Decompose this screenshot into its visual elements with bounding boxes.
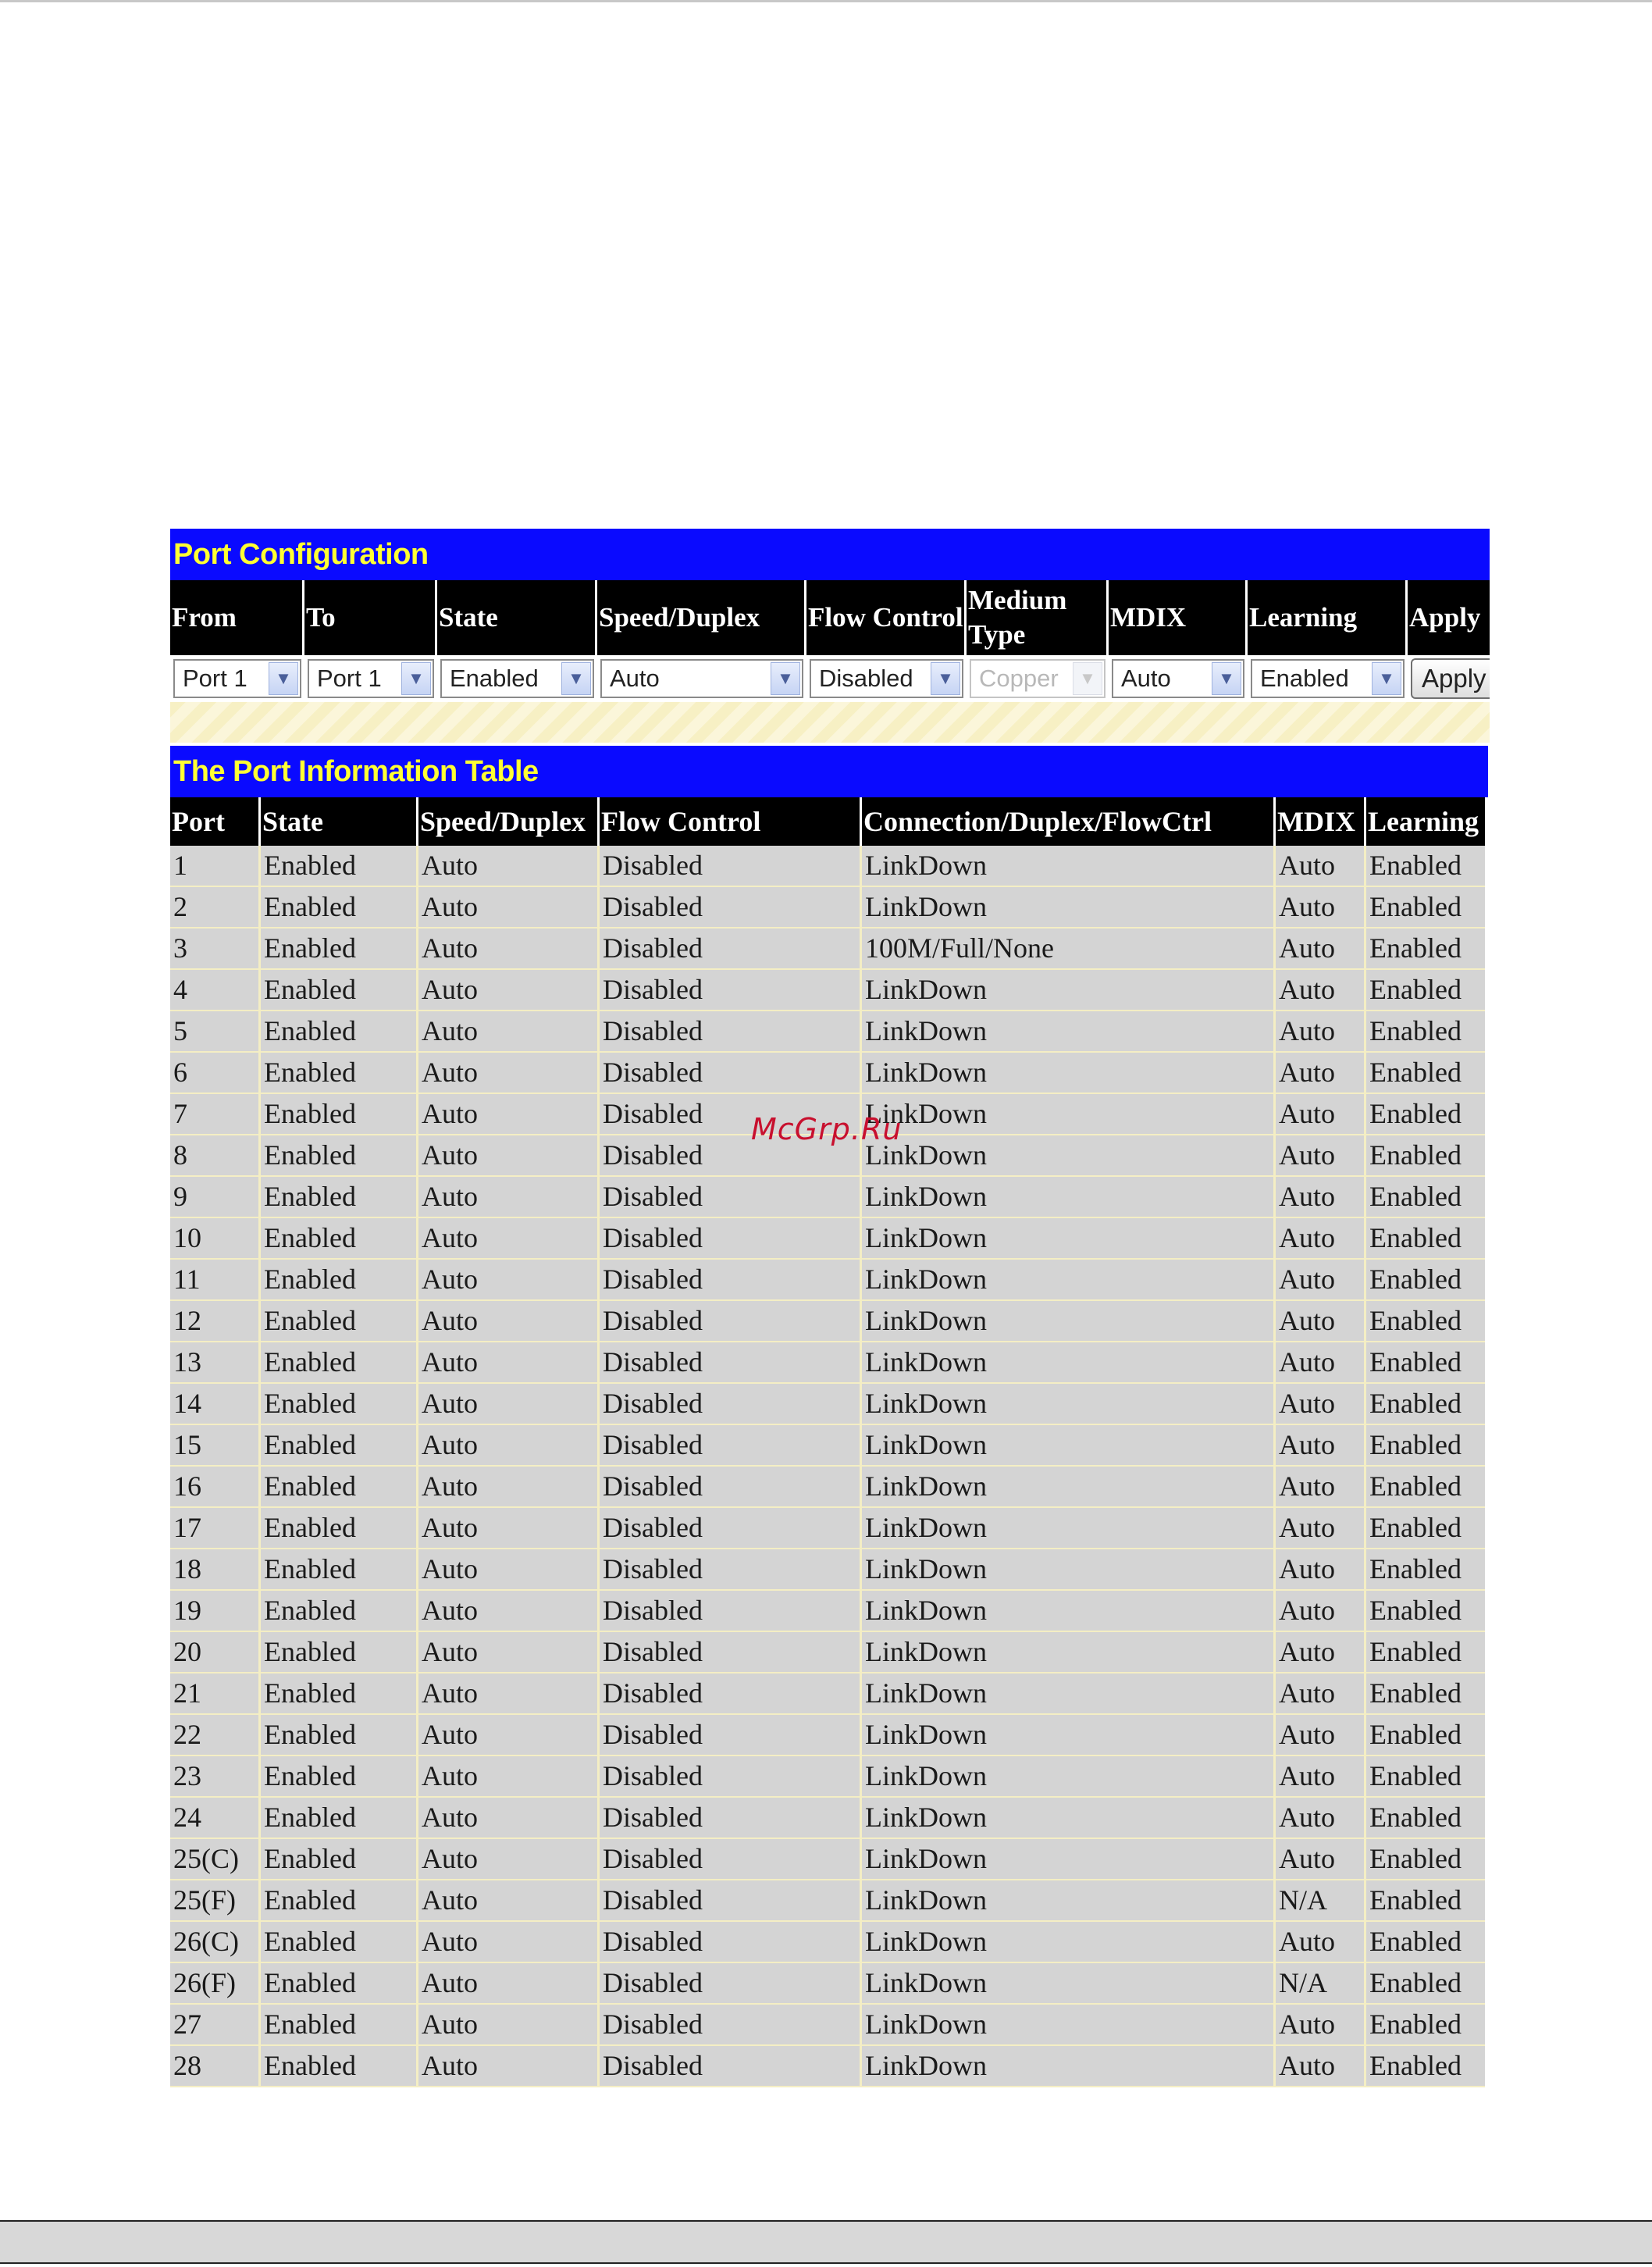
cell-speed-duplex: Auto	[418, 887, 600, 927]
cell-speed-duplex: Auto	[418, 1218, 600, 1258]
cell-port: 5	[170, 1011, 261, 1051]
port-configuration-controls	[170, 655, 1490, 702]
table-row	[170, 1880, 1485, 1922]
cell-state: Enabled	[261, 1177, 418, 1217]
header-state: State	[261, 797, 418, 846]
cell-connection: LinkDown	[862, 1342, 1276, 1382]
table-row	[170, 2005, 1485, 2046]
cell-mdix: N/A	[1276, 1963, 1366, 2003]
cell-port: 9	[170, 1177, 261, 1217]
cell-port: 26(F)	[170, 1963, 261, 2003]
cell-speed-duplex: Auto	[418, 1467, 600, 1506]
port-information-title: The Port Information Table	[170, 746, 1488, 797]
cell-state: Enabled	[261, 1218, 418, 1258]
cell-connection: LinkDown	[862, 1508, 1276, 1548]
cell-state: Enabled	[261, 1591, 418, 1631]
cell-speed-duplex: Auto	[418, 1384, 600, 1424]
cell-learning: Enabled	[1369, 1346, 1462, 1378]
cell-mdix: Auto	[1276, 929, 1366, 968]
cell-connection: LinkDown	[862, 1922, 1276, 1962]
to-port-select[interactable]	[308, 659, 434, 698]
cell-flow-control: Disabled	[600, 1053, 862, 1093]
cell-mdix: Auto	[1276, 2046, 1366, 2086]
state-value: Enabled	[450, 665, 539, 692]
cell-flow-control: Disabled	[600, 1963, 862, 2003]
cell-state: Enabled	[261, 1715, 418, 1755]
cell-port: 8	[170, 1135, 261, 1175]
learning-select[interactable]	[1251, 659, 1405, 698]
cell-speed-duplex: Auto	[418, 970, 600, 1010]
cell-speed-duplex: Auto	[418, 1260, 600, 1299]
port-configuration-panel	[170, 529, 1490, 743]
cell-learning: Enabled	[1369, 891, 1462, 922]
cell-speed-duplex: Auto	[418, 1922, 600, 1962]
flow-control-value: Disabled	[819, 665, 913, 692]
cell-mdix: Auto	[1276, 1094, 1366, 1134]
cell-state: Enabled	[261, 1094, 418, 1134]
cell-port: 6	[170, 1053, 261, 1093]
cell-flow-control: Disabled	[600, 1632, 862, 1672]
table-row	[170, 1839, 1485, 1880]
table-row	[170, 2046, 1485, 2087]
cell-port: 18	[170, 1549, 261, 1589]
table-row	[170, 1756, 1485, 1798]
cell-flow-control: Disabled	[600, 1798, 862, 1837]
cell-connection: LinkDown	[862, 970, 1276, 1010]
cell-speed-duplex: Auto	[418, 1508, 600, 1548]
cell-speed-duplex: Auto	[418, 2005, 600, 2044]
mdix-value: Auto	[1121, 665, 1171, 692]
cell-speed-duplex: Auto	[418, 1425, 600, 1465]
cell-mdix: N/A	[1276, 1880, 1366, 1920]
cell-connection: LinkDown	[862, 1384, 1276, 1424]
cell-learning: Enabled	[1369, 1264, 1462, 1295]
decorative-band	[170, 702, 1490, 743]
cell-mdix: Auto	[1276, 1425, 1366, 1465]
cell-state: Enabled	[261, 1425, 418, 1465]
cell-connection: LinkDown	[862, 1756, 1276, 1796]
cell-speed-duplex: Auto	[418, 929, 600, 968]
table-row	[170, 1591, 1485, 1632]
cell-port: 7	[170, 1094, 261, 1134]
cell-learning: Enabled	[1369, 1802, 1462, 1833]
cell-learning: Enabled	[1369, 1181, 1462, 1212]
table-row	[170, 1508, 1485, 1549]
cell-state: Enabled	[261, 1053, 418, 1093]
cell-flow-control: Disabled	[600, 1922, 862, 1962]
cell-flow-control: Disabled	[600, 1011, 862, 1051]
cell-speed-duplex: Auto	[418, 1674, 600, 1713]
cell-learning: Enabled	[1369, 1015, 1462, 1046]
cell-flow-control: Disabled	[600, 929, 862, 968]
cell-state: Enabled	[261, 1384, 418, 1424]
cell-mdix: Auto	[1276, 1135, 1366, 1175]
header-connection: Connection/Duplex/FlowCtrl	[862, 797, 1276, 846]
cell-connection: LinkDown	[862, 1011, 1276, 1051]
cell-port: 23	[170, 1756, 261, 1796]
header-speed-duplex: Speed/Duplex	[418, 797, 600, 846]
cell-flow-control: Disabled	[600, 1384, 862, 1424]
header-state: State	[437, 580, 597, 655]
cell-connection: LinkDown	[862, 1218, 1276, 1258]
cell-port: 25(F)	[170, 1880, 261, 1920]
cell-flow-control: Disabled	[600, 1218, 862, 1258]
cell-flow-control: Disabled	[600, 1260, 862, 1299]
cell-port: 16	[170, 1467, 261, 1506]
table-row	[170, 1798, 1485, 1839]
cell-port: 22	[170, 1715, 261, 1755]
table-row	[170, 1549, 1485, 1591]
cell-mdix: Auto	[1276, 1301, 1366, 1341]
port-information-rows	[170, 846, 1490, 2087]
cell-mdix: Auto	[1276, 1177, 1366, 1217]
cell-learning: Enabled	[1369, 1719, 1462, 1750]
medium-type-value: Copper	[979, 665, 1059, 692]
cell-port: 15	[170, 1425, 261, 1465]
cell-learning: Enabled	[1369, 932, 1462, 964]
cell-learning: Enabled	[1369, 1595, 1462, 1626]
cell-connection: LinkDown	[862, 1880, 1276, 1920]
speed-duplex-select[interactable]	[600, 659, 803, 698]
cell-speed-duplex: Auto	[418, 1880, 600, 1920]
cell-state: Enabled	[261, 2005, 418, 2044]
header-from: From	[170, 580, 304, 655]
header-mdix: MDIX	[1109, 580, 1248, 655]
cell-port: 25(C)	[170, 1839, 261, 1879]
flow-control-select[interactable]	[810, 659, 963, 698]
cell-connection: LinkDown	[862, 1301, 1276, 1341]
cell-mdix: Auto	[1276, 846, 1366, 886]
cell-state: Enabled	[261, 1798, 418, 1837]
cell-learning: Enabled	[1369, 1512, 1462, 1543]
cell-learning: Enabled	[1369, 1967, 1462, 1998]
header-flow-control: Flow Control	[806, 580, 967, 655]
cell-flow-control: Disabled	[600, 1177, 862, 1217]
cell-port: 12	[170, 1301, 261, 1341]
cell-speed-duplex: Auto	[418, 1632, 600, 1672]
header-port: Port	[170, 797, 261, 846]
table-row	[170, 929, 1485, 970]
cell-learning: Enabled	[1369, 974, 1462, 1005]
cell-connection: LinkDown	[862, 1549, 1276, 1589]
cell-port: 10	[170, 1218, 261, 1258]
port-information-header	[170, 797, 1485, 846]
table-row	[170, 1425, 1485, 1467]
from-port-select[interactable]	[173, 659, 301, 698]
header-apply: Apply	[1409, 602, 1481, 633]
chevron-down-icon[interactable]: ▼	[931, 662, 960, 695]
chevron-down-icon[interactable]: ▼	[771, 662, 800, 695]
cell-flow-control: Disabled	[600, 1342, 862, 1382]
medium-type-select	[970, 659, 1105, 698]
table-row	[170, 1053, 1485, 1094]
cell-connection: 100M/Full/None	[862, 929, 1276, 968]
table-row	[170, 887, 1485, 929]
cell-state: Enabled	[261, 2046, 418, 2086]
cell-flow-control: Disabled	[600, 1591, 862, 1631]
cell-learning: Enabled	[1369, 1926, 1462, 1957]
cell-speed-duplex: Auto	[418, 1135, 600, 1175]
table-row	[170, 1632, 1485, 1674]
cell-flow-control: Disabled	[600, 970, 862, 1010]
cell-state: Enabled	[261, 1301, 418, 1341]
learning-value: Enabled	[1260, 665, 1349, 692]
cell-port: 14	[170, 1384, 261, 1424]
cell-speed-duplex: Auto	[418, 1094, 600, 1134]
cell-learning: Enabled	[1369, 1677, 1462, 1709]
chevron-down-icon[interactable]: ▼	[1212, 662, 1241, 695]
chevron-down-icon[interactable]: ▼	[269, 662, 298, 695]
cell-speed-duplex: Auto	[418, 1798, 600, 1837]
cell-connection: LinkDown	[862, 1674, 1276, 1713]
cell-mdix: Auto	[1276, 1342, 1366, 1382]
cell-mdix: Auto	[1276, 1218, 1366, 1258]
chevron-down-icon: ▼	[1073, 662, 1102, 695]
cell-speed-duplex: Auto	[418, 2046, 600, 2086]
cell-port: 27	[170, 2005, 261, 2044]
cell-learning: Enabled	[1369, 1098, 1462, 1129]
cell-mdix: Auto	[1276, 1839, 1366, 1879]
cell-state: Enabled	[261, 1508, 418, 1548]
cell-flow-control: Disabled	[600, 2046, 862, 2086]
cell-mdix: Auto	[1276, 1011, 1366, 1051]
cell-connection: LinkDown	[862, 2046, 1276, 2086]
cell-port: 21	[170, 1674, 261, 1713]
cell-speed-duplex: Auto	[418, 1839, 600, 1879]
watermark: McGrp.Ru	[751, 1112, 903, 1146]
table-row	[170, 1260, 1485, 1301]
cell-learning: Enabled	[1369, 1884, 1462, 1916]
cell-connection: LinkDown	[862, 2005, 1276, 2044]
cell-learning: Enabled	[1369, 2009, 1462, 2040]
cell-speed-duplex: Auto	[418, 1756, 600, 1796]
cell-state: Enabled	[261, 970, 418, 1010]
cell-learning: Enabled	[1369, 1222, 1462, 1253]
cell-learning: Enabled	[1369, 850, 1462, 881]
cell-speed-duplex: Auto	[418, 1053, 600, 1093]
cell-state: Enabled	[261, 887, 418, 927]
cell-mdix: Auto	[1276, 1756, 1366, 1796]
cell-state: Enabled	[261, 1011, 418, 1051]
cell-state: Enabled	[261, 1632, 418, 1672]
cell-learning: Enabled	[1369, 1636, 1462, 1667]
cell-learning: Enabled	[1369, 2050, 1462, 2081]
cell-flow-control: Disabled	[600, 1674, 862, 1713]
cell-connection: LinkDown	[862, 1135, 1276, 1175]
header-learning: Learning	[1368, 806, 1479, 837]
port-configuration-title: Port Configuration	[170, 529, 1490, 580]
cell-speed-duplex: Auto	[418, 1177, 600, 1217]
cell-state: Enabled	[261, 1963, 418, 2003]
cell-connection: LinkDown	[862, 1715, 1276, 1755]
cell-port: 28	[170, 2046, 261, 2086]
table-row	[170, 1177, 1485, 1218]
cell-flow-control: Disabled	[600, 1467, 862, 1506]
cell-flow-control: Disabled	[600, 1094, 862, 1134]
cell-port: 2	[170, 887, 261, 927]
footer-bar	[0, 2220, 1652, 2264]
cell-connection: LinkDown	[862, 1632, 1276, 1672]
table-row	[170, 1467, 1485, 1508]
header-flow-control: Flow Control	[600, 797, 862, 846]
cell-connection: LinkDown	[862, 1591, 1276, 1631]
cell-port: 4	[170, 970, 261, 1010]
chevron-down-icon[interactable]: ▼	[1372, 662, 1401, 695]
table-row	[170, 970, 1485, 1011]
cell-connection: LinkDown	[862, 1963, 1276, 2003]
cell-connection: LinkDown	[862, 1053, 1276, 1093]
cell-state: Enabled	[261, 1674, 418, 1713]
cell-flow-control: Disabled	[600, 2005, 862, 2044]
cell-speed-duplex: Auto	[418, 846, 600, 886]
cell-mdix: Auto	[1276, 1798, 1366, 1837]
header-medium-type: Medium Type	[967, 580, 1109, 655]
cell-port: 20	[170, 1632, 261, 1672]
cell-speed-duplex: Auto	[418, 1549, 600, 1589]
cell-state: Enabled	[261, 1880, 418, 1920]
cell-learning: Enabled	[1369, 1843, 1462, 1874]
cell-learning: Enabled	[1369, 1139, 1462, 1171]
port-configuration-header	[170, 580, 1490, 655]
table-row	[170, 1218, 1485, 1260]
cell-port: 1	[170, 846, 261, 886]
cell-speed-duplex: Auto	[418, 1591, 600, 1631]
cell-port: 19	[170, 1591, 261, 1631]
cell-flow-control: Disabled	[600, 1549, 862, 1589]
cell-mdix: Auto	[1276, 1260, 1366, 1299]
cell-connection: LinkDown	[862, 1798, 1276, 1837]
cell-learning: Enabled	[1369, 1760, 1462, 1791]
cell-flow-control: Disabled	[600, 1508, 862, 1548]
cell-connection: LinkDown	[862, 1425, 1276, 1465]
state-select[interactable]	[440, 659, 594, 698]
port-information-panel	[170, 746, 1490, 2087]
cell-connection: LinkDown	[862, 1839, 1276, 1879]
cell-learning: Enabled	[1369, 1470, 1462, 1502]
cell-mdix: Auto	[1276, 970, 1366, 1010]
cell-port: 13	[170, 1342, 261, 1382]
table-row	[170, 1384, 1485, 1425]
cell-speed-duplex: Auto	[418, 1963, 600, 2003]
apply-button[interactable]: Apply	[1411, 658, 1490, 699]
cell-learning: Enabled	[1369, 1057, 1462, 1088]
cell-mdix: Auto	[1276, 1632, 1366, 1672]
cell-mdix: Auto	[1276, 1508, 1366, 1548]
cell-connection: LinkDown	[862, 1260, 1276, 1299]
cell-mdix: Auto	[1276, 2005, 1366, 2044]
header-mdix: MDIX	[1276, 797, 1366, 846]
cell-flow-control: Disabled	[600, 1715, 862, 1755]
cell-connection: LinkDown	[862, 1177, 1276, 1217]
cell-port: 24	[170, 1798, 261, 1837]
cell-flow-control: Disabled	[600, 846, 862, 886]
chevron-down-icon[interactable]: ▼	[561, 662, 591, 695]
cell-flow-control: Disabled	[600, 887, 862, 927]
cell-state: Enabled	[261, 846, 418, 886]
cell-speed-duplex: Auto	[418, 1715, 600, 1755]
cell-learning: Enabled	[1369, 1305, 1462, 1336]
cell-mdix: Auto	[1276, 1591, 1366, 1631]
header-speed-duplex: Speed/Duplex	[597, 580, 806, 655]
cell-mdix: Auto	[1276, 1549, 1366, 1589]
table-row	[170, 1011, 1485, 1053]
cell-state: Enabled	[261, 1839, 418, 1879]
cell-state: Enabled	[261, 1342, 418, 1382]
cell-speed-duplex: Auto	[418, 1342, 600, 1382]
cell-flow-control: Disabled	[600, 1880, 862, 1920]
cell-port: 26(C)	[170, 1922, 261, 1962]
to-port-value: Port 1	[317, 665, 382, 692]
table-row	[170, 1674, 1485, 1715]
from-port-value: Port 1	[183, 665, 247, 692]
cell-connection: LinkDown	[862, 887, 1276, 927]
table-row	[170, 1963, 1485, 2005]
cell-learning: Enabled	[1369, 1388, 1462, 1419]
table-row	[170, 1342, 1485, 1384]
header-learning: Learning	[1248, 580, 1408, 655]
cell-mdix: Auto	[1276, 1715, 1366, 1755]
chevron-down-icon[interactable]: ▼	[401, 662, 431, 695]
cell-port: 17	[170, 1508, 261, 1548]
cell-flow-control: Disabled	[600, 1425, 862, 1465]
cell-state: Enabled	[261, 1260, 418, 1299]
cell-connection: LinkDown	[862, 1467, 1276, 1506]
cell-mdix: Auto	[1276, 1053, 1366, 1093]
cell-connection: LinkDown	[862, 1094, 1276, 1134]
table-row	[170, 1922, 1485, 1963]
top-rule	[0, 0, 1652, 2]
cell-speed-duplex: Auto	[418, 1301, 600, 1341]
cell-mdix: Auto	[1276, 1674, 1366, 1713]
cell-mdix: Auto	[1276, 1922, 1366, 1962]
cell-state: Enabled	[261, 1135, 418, 1175]
mdix-select[interactable]	[1112, 659, 1244, 698]
cell-flow-control: Disabled	[600, 1301, 862, 1341]
cell-connection: LinkDown	[862, 846, 1276, 886]
cell-port: 3	[170, 929, 261, 968]
table-row	[170, 1301, 1485, 1342]
cell-flow-control: Disabled	[600, 1756, 862, 1796]
table-row	[170, 846, 1485, 887]
cell-state: Enabled	[261, 1549, 418, 1589]
speed-duplex-value: Auto	[610, 665, 660, 692]
cell-state: Enabled	[261, 1922, 418, 1962]
cell-state: Enabled	[261, 1756, 418, 1796]
cell-flow-control: Disabled	[600, 1839, 862, 1879]
cell-learning: Enabled	[1369, 1429, 1462, 1460]
cell-speed-duplex: Auto	[418, 1011, 600, 1051]
cell-mdix: Auto	[1276, 1384, 1366, 1424]
cell-flow-control: Disabled	[600, 1135, 862, 1175]
cell-state: Enabled	[261, 1467, 418, 1506]
cell-port: 11	[170, 1260, 261, 1299]
cell-state: Enabled	[261, 929, 418, 968]
cell-learning: Enabled	[1369, 1553, 1462, 1584]
cell-mdix: Auto	[1276, 887, 1366, 927]
cell-mdix: Auto	[1276, 1467, 1366, 1506]
table-row	[170, 1715, 1485, 1756]
header-to: To	[304, 580, 437, 655]
